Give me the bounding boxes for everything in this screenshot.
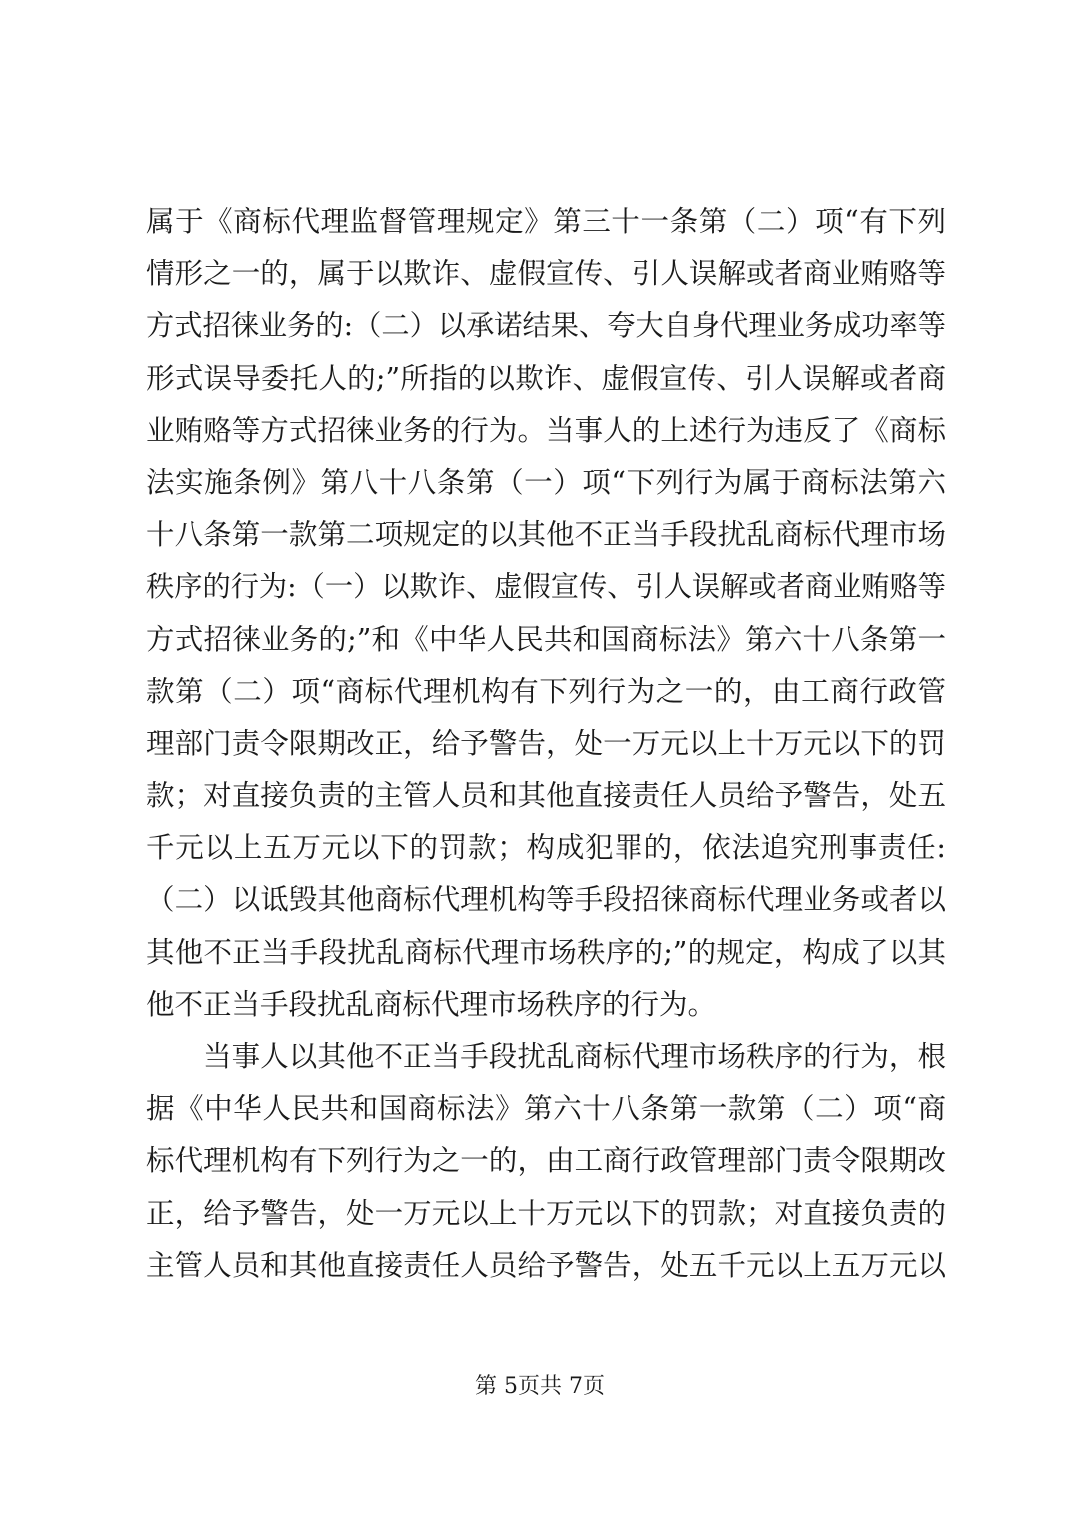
text-line: 业贿赂等方式招徕业务的行为。当事人的上述行为违反了《商标 (146, 413, 946, 447)
text-line: 正，给予警告，处一万元以上十万元以下的罚款；对直接负责的 (146, 1196, 946, 1230)
page-number-footer: 第 5页共 7页 (475, 1374, 605, 1399)
text-line: 当事人以其他不正当手段扰乱商标代理市场秩序的行为，根 (203, 1040, 946, 1073)
text-line: 款；对直接负责的主管人员和其他直接责任人员给予警告，处五 (146, 779, 946, 813)
text-line: 秩序的行为:（一）以欺诈、虚假宣传、引人误解或者商业贿赂等 (146, 570, 946, 604)
text-line: 据《中华人民共和国商标法》第六十八条第一款第（二）项“商 (146, 1092, 946, 1126)
paragraph-1 (146, 196, 946, 1031)
text-line: 属于《商标代理监督管理规定》第三十一条第（二）项“有下列 (146, 205, 946, 238)
text-line: 十八条第一款第二项规定的以其他不正当手段扰乱商标代理市场 (146, 518, 946, 552)
text-line: 标代理机构有下列行为之一的，由工商行政管理部门责令限期改 (146, 1144, 946, 1178)
text-line: 理部门责令限期改正，给予警告，处一万元以上十万元以下的罚 (146, 726, 946, 760)
paragraph-2 (146, 1031, 946, 1292)
text-line: 千元以上五万元以下的罚款；构成犯罪的，依法追究刑事责任: (146, 831, 946, 865)
text-line: 其他不正当手段扰乱商标代理市场秩序的;”的规定，构成了以其 (146, 935, 946, 969)
text-line: 形式误导委托人的;”所指的以欺诈、虚假宣传、引人误解或者商 (146, 361, 946, 395)
text-line: 主管人员和其他直接责任人员给予警告，处五千元以上五万元以 (146, 1248, 946, 1282)
text-line: 方式招徕业务的:（二）以承诺结果、夸大自身代理业务成功率等 (146, 309, 946, 343)
text-line: 方式招徕业务的;”和《中华人民共和国商标法》第六十八条第一 (146, 622, 946, 656)
text-line: 法实施条例》第八十八条第（一）项“下列行为属于商标法第六 (146, 465, 946, 499)
text-line: 款第（二）项“商标代理机构有下列行为之一的，由工商行政管 (146, 674, 946, 708)
text-line: 情形之一的，属于以欺诈、虚假宣传、引人误解或者商业贿赂等 (146, 257, 946, 291)
text-line: （二）以诋毁其他商标代理机构等手段招徕商标代理业务或者以 (146, 883, 946, 917)
document-body (146, 196, 946, 1292)
text-line: 他不正当手段扰乱商标代理市场秩序的行为。 (146, 987, 717, 1021)
